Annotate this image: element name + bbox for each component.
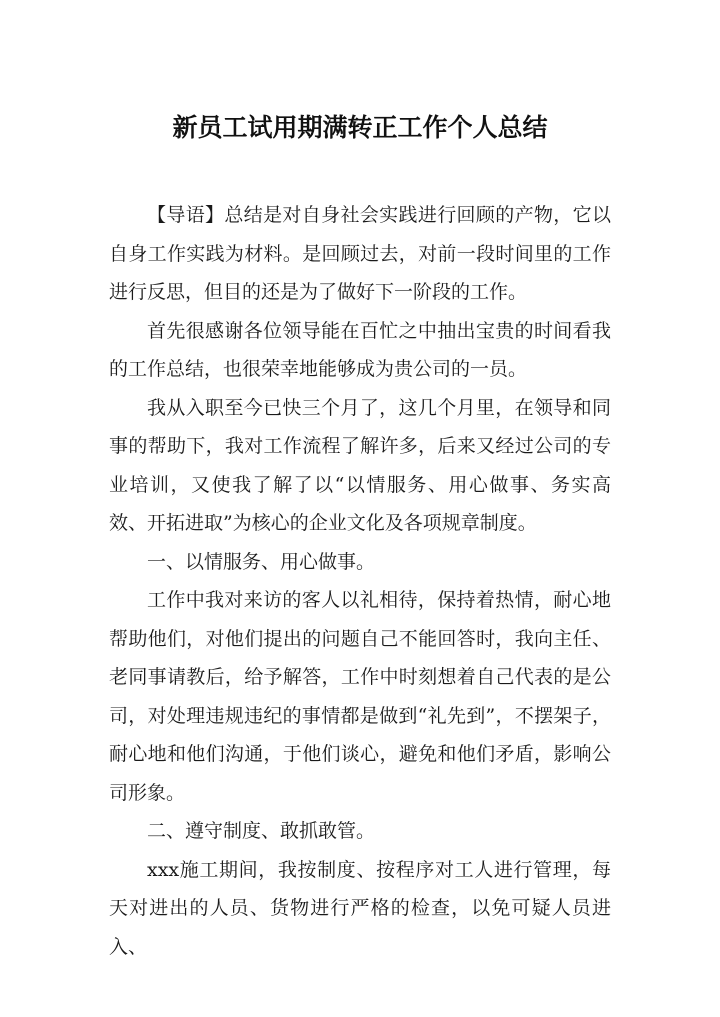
section-heading-1: 一、以情服务、用心做事。 xyxy=(147,550,376,573)
document-body xyxy=(109,196,611,966)
document-title: 新员工试用期满转正工作个人总结 xyxy=(172,113,548,142)
paragraph-intro: 【导语】总结是对自身社会实践进行回顾的产物，它以自身工作实践为材料。是回顾过去，对前一段时间里的工作进行反思，但目的还是为了做好下一阶段的工作。 xyxy=(109,204,611,303)
paragraph-experience: 我从入职至今已快三个月了，这几个月里，在领导和同事的帮助下，我对工作流程了解许多，后来又经过公司的专业培训，又使我了解了以“以情服务、用心做事、务实高效、开拓进取”为核心的企业文化及各项规章制度。 xyxy=(109,396,611,534)
section-heading-2: 二、遵守制度、敢抓敢管。 xyxy=(147,820,376,842)
paragraph-service: 工作中我对来访的客人以礼相待，保持着热情，耐心地帮助他们，对他们提出的问题自己不能回答时，我向主任、老同事请教后，给予解答，工作中时刻想着自己代表的是公司，对处理违规违纪的事情都是做到“礼先到”，不摆架子，耐心地和他们沟通，于他们谈心，避免和他们矛盾，影响公司形象。 xyxy=(109,589,611,804)
paragraph-management: xxx施工期间，我按制度、按程序对工人进行管理，每天对进出的人员、货物进行严格的检查，以免可疑人员进入、 xyxy=(109,858,611,958)
paragraph-thanks: 首先很感谢各位领导能在百忙之中抽出宝贵的时间看我的工作总结，也很荣幸地能够成为贵公司的一员。 xyxy=(109,319,611,380)
